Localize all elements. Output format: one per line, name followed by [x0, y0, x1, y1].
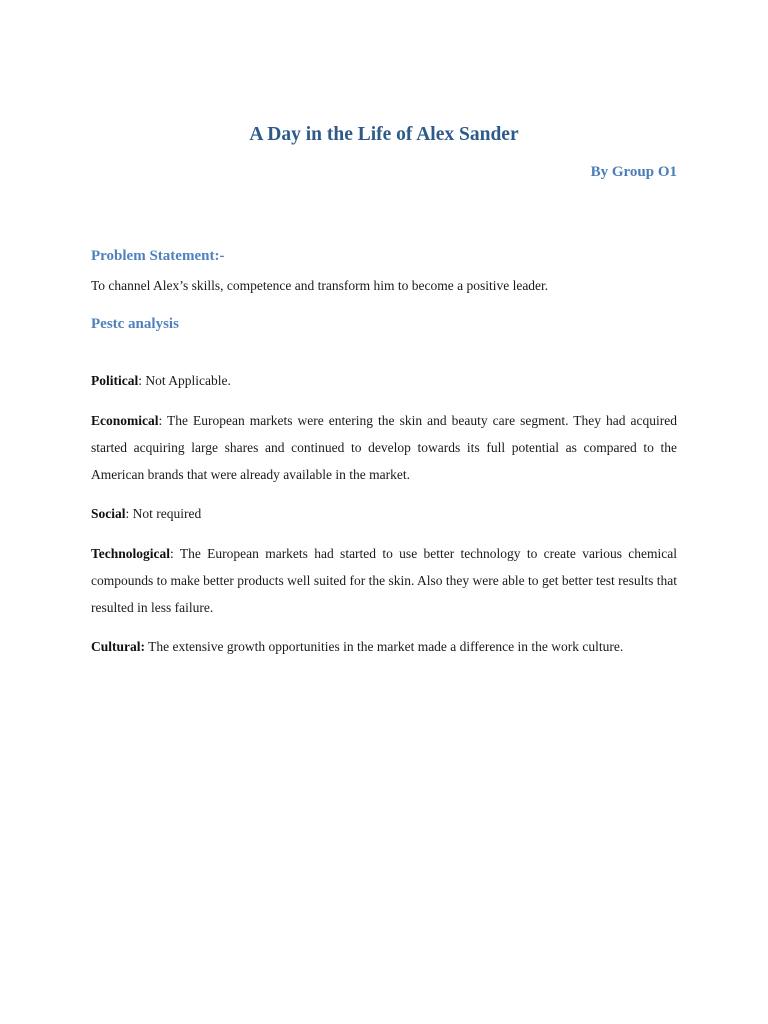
problem-statement-text: To channel Alex’s skills, competence and transform him to become a positive leader. — [91, 278, 549, 293]
section-text: : Not required — [125, 506, 202, 521]
section-text: : Not Applicable. — [138, 373, 231, 388]
section-social — [91, 500, 677, 527]
pestc-analysis-heading: Pestc analysis — [91, 316, 179, 332]
section-label: Technological — [91, 546, 171, 561]
section-text: The extensive growth opportunities in the market made a difference in the work culture. — [145, 639, 624, 654]
document-page — [91, 0, 677, 1024]
section-label: Social — [91, 506, 126, 521]
document-byline: By Group O1 — [590, 164, 677, 180]
section-cultural — [91, 633, 677, 660]
section-political — [91, 367, 677, 394]
section-label: Political — [91, 373, 139, 388]
problem-statement-heading: Problem Statement:- — [91, 248, 225, 264]
section-text: : The European markets were entering the skin and beauty care segment. They had acquired started acquiring large shares and continued to develop towards its full potential as compared to the American brands that were already available in the market. — [91, 413, 677, 482]
section-text: : The European markets had started to use better technology to create various chemical compounds to make better products well suited for the skin. Also they were able to get better test results that resulted in less failure. — [91, 546, 677, 615]
section-economical — [91, 407, 677, 488]
section-technological — [91, 540, 677, 621]
section-label: Cultural: — [91, 639, 145, 654]
section-label: Economical — [91, 413, 159, 428]
document-title: A Day in the Life of Alex Sander — [249, 124, 519, 145]
